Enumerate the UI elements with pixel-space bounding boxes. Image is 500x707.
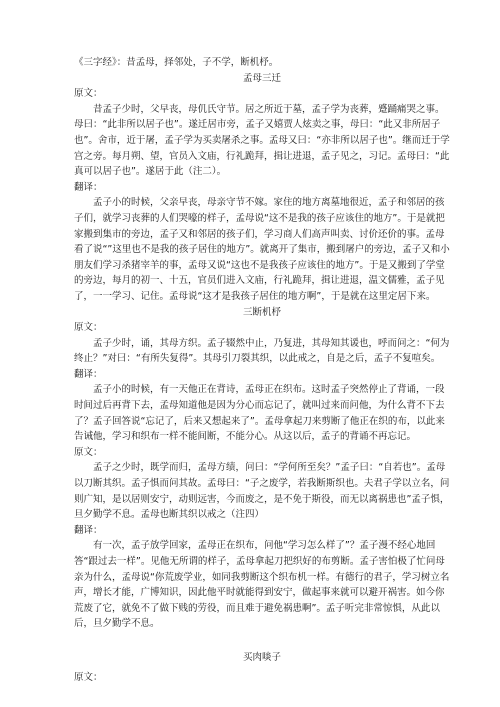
section-1-trans-label: 翻译： — [74, 181, 103, 193]
section-gap — [74, 632, 450, 650]
section-1-orig-label: 原文： — [74, 88, 103, 100]
section-2-trans-text: 孟子小的时候，有一天他正在背诗，孟母正在织布。这时孟子突然停止了背诵，一段时间过后再背下去，孟母知道他是因为分心而忘记了，就叫过来而问他，为什么背不下去了？孟子回答说“忘记了，后来又想起来了”。孟母拿起刀来剪断了他正在织的布，以此来告诫他，学习和织布一样不能间断，不能分心。从这以后，孟子的背诵不再忘记。 — [74, 384, 445, 443]
section-2-orig-label: 原文： — [74, 322, 103, 334]
section-2-trans-label: 翻译： — [74, 368, 103, 380]
section-2-orig2-text: 孟子之少时，既学而归，孟母方绩，问曰：“学何所至矣？”孟子曰：“自若也”。孟母以刀断其织。孟子惧而问其故。孟母曰：“子之废学，若我断斯织也。夫君子学以立名，问则广知，是以居则安宁，动则远害，今而废之，是不免于斯役，而无以离祸患也”孟子惧，旦夕勤学不息。孟母也断其织以戒之（注四） — [74, 462, 450, 521]
section-2-orig-text: 孟子少时，诵，其母方织。孟子辍然中止，乃复进，其母知其谖也，呼而问之：“何为终止？”对曰：“有所失复得”。其母引刀裂其织，以此戒之，自是之后，孟子不复喧矣。 — [74, 337, 450, 365]
intro-line: 《三字经》：昔孟母，择邻处，子不学，断机杼。 — [74, 57, 279, 68]
section-title-1: 孟母三迁 — [242, 72, 281, 84]
section-title-3: 买肉啖子 — [242, 651, 281, 663]
section-2-trans2-label: 翻译： — [74, 524, 103, 536]
section-2-orig2-label: 原文： — [74, 446, 103, 458]
section-2-trans2-text: 有一次，孟子放学回家，孟母正在织布，问他“学习怎么样了”？孟子漫不经心地回答“跟过去一样”。见他无所谓的样子，孟母拿起刀把织好的布剪断。孟子害怕极了忙问母亲为什么，孟母说“你荒废学业，如同我剪断这个织布机一样。有德行的君子，学习树立名声，增长才能，广博知识，因此他平时就能得到安宁，做起事来就可以避开祸害。如今你荒废了它，就免不了做下贱的劳役，而且难于避免祸患啊”。孟子听完非常惊惧，从此以后，旦夕勤学不息。 — [74, 540, 450, 630]
section-3-orig-label: 原文： — [74, 671, 103, 683]
section-title-2: 三断机杼 — [242, 306, 281, 318]
section-1-trans-text: 孟子小的时候，父亲早丧，母亲守节不嫁。家住的地方离墓地很近，孟子和邻居的孩子们，就学习丧葬的人们哭嚎的样子，孟母说“这不是我的孩子应该住的地方”。于是就把家搬到集市的旁边，孟子又和邻居的孩子们，学习商人们高声叫卖、讨价还价的事。孟母看了说“”这里也不是我的孩子居住的地方”。就离开了集市，搬到屠户的旁边，孟子又和小朋友们学习杀猪宰羊的事，孟母又说“这也不是我孩子应该住的地方”。于是又搬到了学堂的旁边，每月的初一、十五，官员们进入文庙，行礼跪拜，揖让进退，温文儒雅，孟子见了，一一学习、记住。孟母说“这才是我孩子居住的地方啊”，于是就在这里定居下来。 — [74, 197, 450, 302]
section-1-orig-text: 昔孟子少时，父早丧，母仉氏守节。居之所近于墓，孟子学为丧葬，蹙踊痛哭之事。母曰：“此非所以居子也”。遂迁居市旁，孟子又嬉贾人炫卖之事，母曰：“此又非所居子也”。舍市，近于屠，孟子学为买卖屠杀之事。孟母又曰：“亦非所以居子也”。继而迁于学宫之旁。每月朔、望，官员入文庙，行礼跪拜，揖让进退，孟子见之，习记。孟母曰：“此真可以居子也”。遂居于此（注二）。 — [74, 103, 450, 178]
